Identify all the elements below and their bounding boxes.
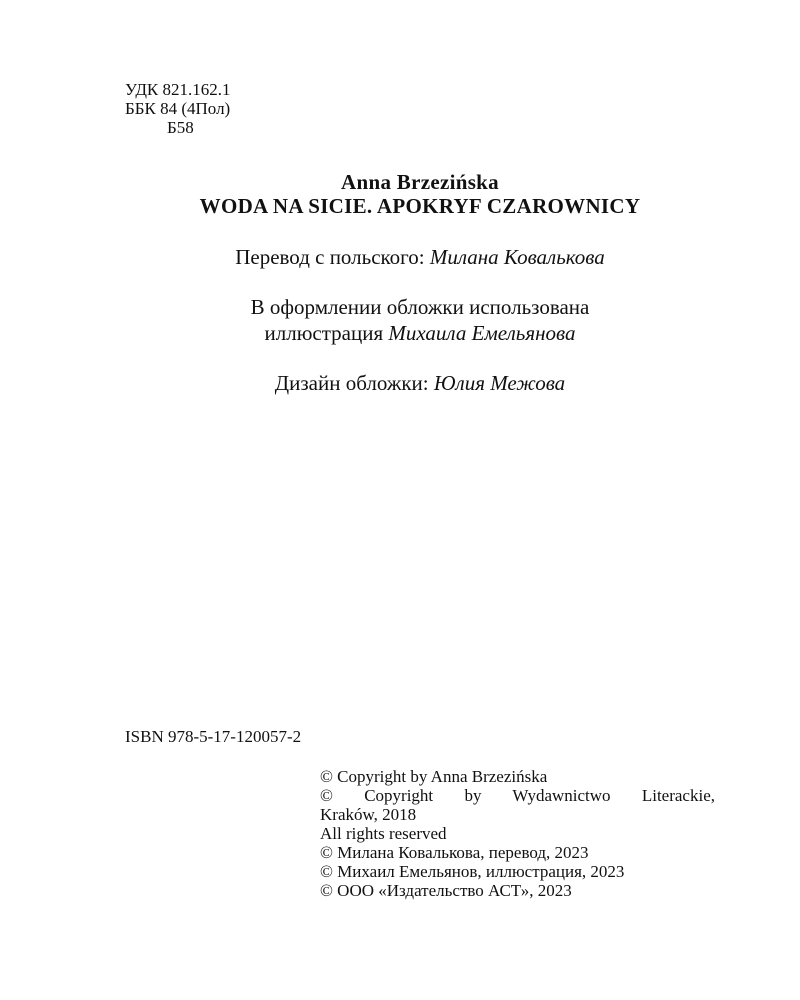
cover-design-credit bbox=[0, 370, 800, 396]
copyright-line: © Copyright by Wydawnictwo Literackie, bbox=[320, 786, 715, 805]
illustration-label: иллюстрация bbox=[264, 321, 389, 345]
copyright-line: © Copyright by Anna Brzezińska bbox=[320, 767, 548, 786]
copyright-line: © Милана Ковалькова, перевод, 2023 bbox=[320, 843, 589, 862]
translation-label: Перевод с польского: bbox=[235, 245, 430, 269]
library-classification bbox=[125, 80, 231, 137]
book-author: Anna Brzezińska bbox=[341, 170, 499, 194]
book-title: WODA NA SICIE. APOKRYF CZAROWNICY bbox=[199, 194, 641, 218]
udk-code: УДК 821.162.1 bbox=[125, 80, 231, 99]
cover-designer-name: Юлия Межова bbox=[433, 371, 566, 395]
cover-illustration-line: В оформлении обложки использована bbox=[250, 295, 590, 319]
copyright-line: © ООО «Издательство АСТ», 2023 bbox=[320, 881, 572, 900]
cover-illustration-credit bbox=[0, 294, 800, 346]
illustrator-name: Михаила Емельянова bbox=[388, 321, 576, 345]
isbn: ISBN 978-5-17-120057-2 bbox=[125, 727, 302, 746]
copyright-notices bbox=[320, 767, 715, 900]
bbk-code: ББК 84 (4Пол) bbox=[125, 99, 231, 118]
translation-credit bbox=[0, 244, 800, 270]
copyright-line: © Михаил Емельянов, иллюстрация, 2023 bbox=[320, 862, 625, 881]
translator-name: Милана Ковалькова bbox=[429, 245, 605, 269]
cover-design-label: Дизайн обложки: bbox=[274, 371, 434, 395]
copyright-line: Kraków, 2018 bbox=[320, 805, 417, 824]
author-mark: Б58 bbox=[167, 118, 194, 137]
copyright-line: All rights reserved bbox=[320, 824, 447, 843]
